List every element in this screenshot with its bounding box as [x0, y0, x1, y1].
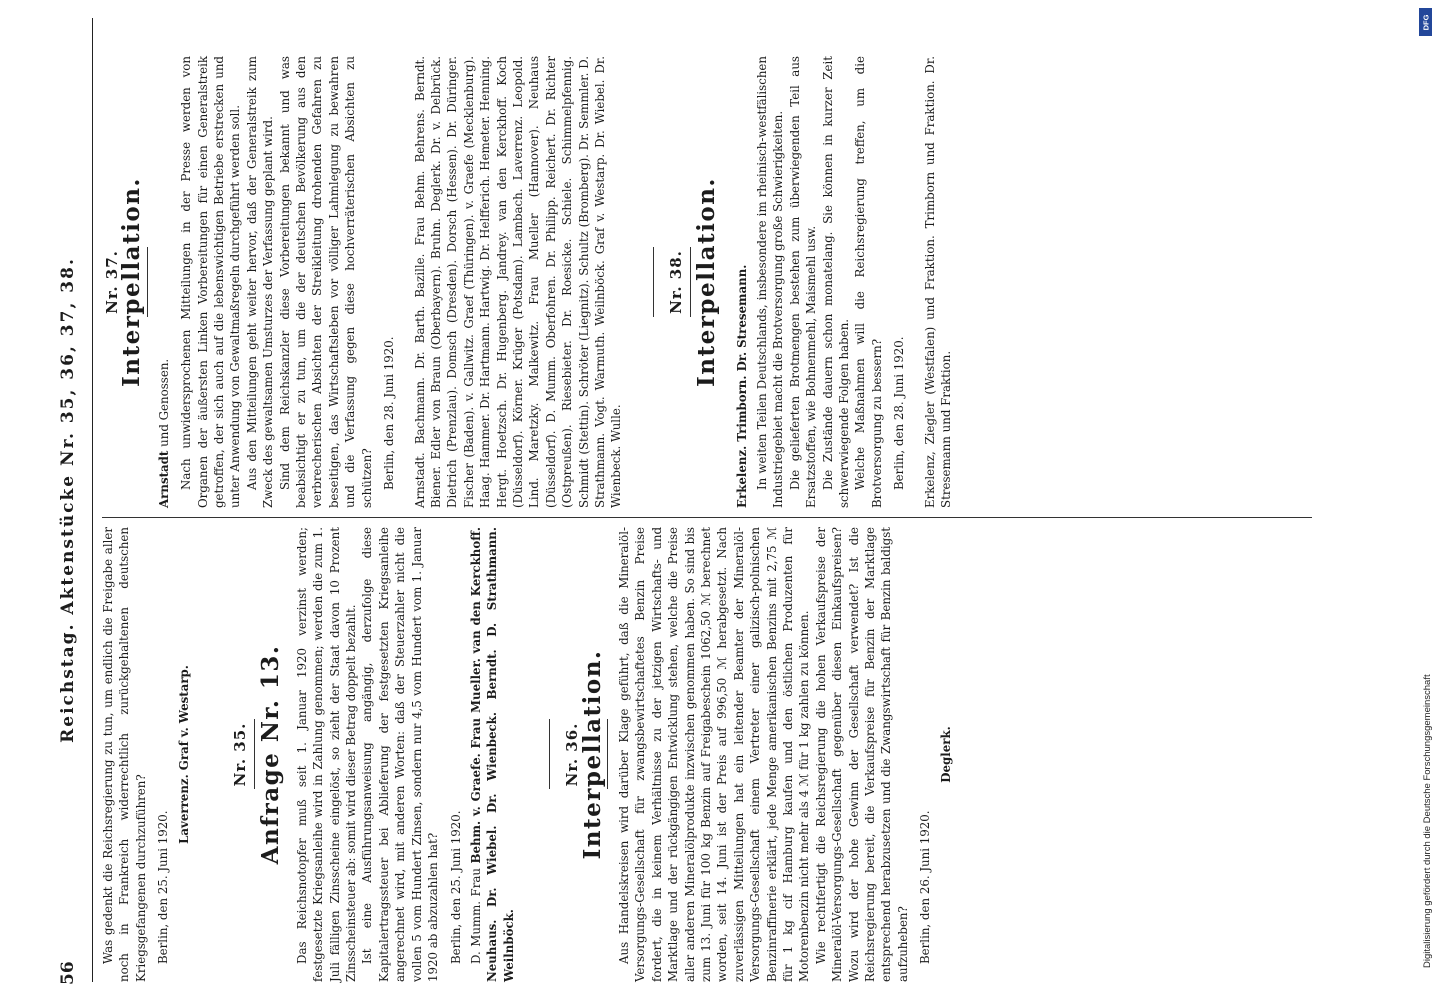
- nr37-number: Nr. 37.: [103, 250, 121, 314]
- nr37-paragraph-3: Sind dem Reichskanzler diese Vorbereitungen bekannt und was beabsichtigt er zu tun, um die der deutschen Bevölkerung aus den verbrecherischen Absichten der Streikleitung drohenden Gefahren zu beseitigen, das Wirtschaftsleben vor völliger Lahmlegung zu bewahren und die Verfassung gegen diese hochverräterischen Absichten zu schützen?: [277, 56, 374, 508]
- column-separator: [102, 517, 1312, 518]
- page-header: [58, 15, 88, 985]
- nr38-number: Nr. 38.: [666, 250, 685, 314]
- nr38-paragraph-3: Die Zustände dauern schon monatelang. Sie können in kurzer Zeit schwerwiegende Folgen haben.: [820, 56, 852, 508]
- nr37-author-rest: und Genossen.: [156, 358, 171, 447]
- page-number: 56: [58, 961, 78, 985]
- nr38-signers: Erkelenz, Ziegler (Westfalen) und Fraktion. Trimborn und Fraktion. Dr. Stresemann und Fraktion.: [922, 56, 954, 508]
- nr38-date: Berlin, den 28. Juni 1920.: [892, 336, 907, 490]
- nr38-paragraph-2: Die gelieferten Brotmengen bestehen zum überwiegenden Teil aus Ersatzstoffen, wie Bohnenmehl, Maismehl usw.: [787, 56, 819, 508]
- nr35-signers-bold: Behm. v. Graefe. Frau Mueller. van den Kerckhoff. Neuhaus. Dr. Wiebel. Dr. Wienbeck. Berndt. D. Strathmann. Weilnböck.: [468, 526, 516, 982]
- nr37-author: [156, 56, 172, 508]
- nr35-rule: [254, 720, 255, 790]
- nr38-title: Interpellation.: [693, 177, 721, 387]
- intro-signature: Laverrenz. Graf v. Westarp.: [176, 665, 191, 844]
- nr35-paragraph-1: Das Reichsnotopfer muß seit 1. Januar 1920 verzinst werden; festgesetzte Kriegsanleihe wird in Zahlung genommen; werden die zum 1. Juli fälligen Zinsscheine eingelöst, so zieht der Staat davon 10 Prozent Zinsscheinsteuer ab: somit wird dieser Betrag doppelt bezahlt.: [294, 527, 359, 982]
- nr37-title: Interpellation.: [118, 177, 146, 387]
- nr37-author-name: Arnstadt: [156, 450, 171, 508]
- nr36-rule: [607, 720, 608, 790]
- intro-date: Berlin, den 25. Juni 1920.: [156, 810, 171, 964]
- nr38-rule: [690, 247, 691, 317]
- nr38-paragraph-4: Welche Maßnahmen will die Reichsregierung treffen, um die Brotversorgung zu bessern?: [853, 56, 884, 508]
- running-title: Reichstag. Aktenstücke Nr. 35, 36, 37, 38.: [58, 257, 78, 743]
- nr37-date: Berlin, den 28. Juni 1920.: [382, 336, 397, 490]
- nr36-paragraph-1: Aus Handelskreisen wird darüber Klage geführt, daß die Mineralöl-Versorgungs-Gesellschaft für zwangsbewirtschaftetes Benzin Preise fordert, die in keinem Verhältnisse zu der jetzigen Wirtschafts- und Marktlage und der rückgängigen Entwicklung stehen, welche die Preise aller anderen Mineralölprodukte inzwischen genommen haben. So sind bis zum 13. Juni für 100 kg Benzin auf Freigabeschein 1062,50 ℳ berechnet worden, seit 14. Juni ist der Preis auf 996,50 ℳ herabgesetzt. Nach zuverlässigen Mitteilungen hat ein leitender Beamter der Mineralöl-Versorgungs-Gesellschaft einem Vertreter einer galizisch-polnischen Benzinraffinerie erklärt, jede Menge amerikanischen Benzins mit 2,75 ℳ für 1 kg cif Hamburg kaufen und den östlichen Produzenten für Motorenbenzin nicht mehr als 4 ℳ für 1 kg zahlen zu können.: [616, 527, 812, 982]
- nr35-date: Berlin, den 25. Juni 1920.: [448, 810, 463, 964]
- nr35-signers: [468, 527, 517, 982]
- nr37-paragraph-1: Nach unwidersprochenen Mitteilungen in der Presse werden von Organen der äußersten Linken Vorbereitungen für einen Generalstreik getroffen, der sich auch auf die lebenswichtigen Betriebe erstrecken und unter Anwendung von Gewaltmaßregeln durchgeführt werden soll.: [179, 56, 243, 508]
- nr37-signers: Arnstadt. Bachmann. Dr. Barth. Bazille. Frau Behm. Behrens. Berndt. Biener. Edler von Braun (Oberbayern). Bruhn. Deglerk. Dr. v. Delbrück. Dietrich (Prenzlau). Domsch (Dresden). Dorsch (Hessen). Dr. Düringer. Fischer (Baden). v. Gallwitz. Graef (Thüringen). v. Graefe (Mecklenburg). Haag. Hammer. Dr. Hartmann. Hartwig. Dr. Helfferich. Hemeter. Henning. Hergt. Hoetzsch. Dr. Hugenberg. Jandrey. van den Kerckhoff. Koch (Düsseldorf). Körner. Krüger (Potsdam). Lambach. Laverrenz. Leopold. Lind. Maretzky. Malkewitz. Frau Mueller (Hannover). Neuhaus (Düsseldorf). D. Mumm. Oberfohren. Dr. Philipp. Reichert. Dr. Richter (Ostpreußen). Riesebieter. Dr. Roesicke. Schiele. Schimmelpfennig. Schmidt (Stettin). Schröter (Liegnitz). Schultz (Bromberg). Dr. Semmler. D. Strathmann. Vogt. Warmuth. Weilnböck. Graf v. Westarp. Dr. Wiebel. Dr. Wienbeck. Wulle.: [412, 56, 624, 508]
- nr36-number: Nr. 36.: [563, 722, 582, 787]
- nr36-title: Interpellation.: [578, 649, 606, 860]
- header-rule: [92, 18, 93, 982]
- nr37-rule: [147, 247, 148, 317]
- nr36-signature: Deglerk.: [938, 726, 953, 783]
- nr37-paragraph-2: Aus den Mitteilungen geht weiter hervor, daß der Generalstreik zum Zweck des gewaltsamen Umsturzes der Verfassung geplant wird.: [244, 56, 276, 508]
- nr38-paragraph-1: In weiten Teilen Deutschlands, insbesondere im rheinisch-westfälischen Industriegebiet macht die Brotversorgung große Schwierigkeiten.: [755, 56, 786, 508]
- intro-text: Was gedenkt die Reichsregierung zu tun, um endlich die Freigabe aller noch in Frankreich widerrechtlich zurückgehaltenen deutschen Kriegsgefangenen durchzuführen?: [101, 527, 148, 982]
- nr35-paragraph-2: Ist eine Ausführungsanweisung angängig, derzufolge diese Kapitalertragssteuer bei Ablieferung der festgesetzten Kriegsanleihe angerechnet wird, mit anderen Worten: daß der Steuerzahler nicht die vollen 5 vom Hundert Zinsen, sondern nur 4,5 vom Hundert vom 1. Januar 1920 ab abzuzahlen hat?: [360, 527, 441, 982]
- nr35-number: Nr. 35.: [231, 722, 250, 787]
- right-column: [100, 56, 954, 508]
- nr35-title: Anfrage Nr. 13.: [257, 644, 285, 865]
- digitization-credit: Digitalisierung gefördert durch die Deutsche Forschungsgemeinschaft: [1422, 674, 1433, 968]
- nr36-top-rule: [549, 720, 550, 790]
- nr38-authors: Erkelenz. Trimborn. Dr. Stresemann.: [734, 264, 749, 508]
- left-column: [100, 527, 958, 982]
- nr38-top-rule: [653, 247, 654, 317]
- nr36-paragraph-2: Wie rechtfertigt die Reichsregierung die hohen Verkaufspreise der Mineralöl-Versorgungs-Gesellschaft gegenüber diesen Einkaufspreisen? Wozu wird der hohe Gewinn der Gesellschaft verwendet? Ist die Reichsregierung bereit, die Verkaufspreise für Benzin der Marktlage entsprechend herabzusetzen und die Zwangswirtschaft für Benzin baldigst aufzuheben?: [813, 527, 910, 982]
- dfg-logo: DFG: [1419, 8, 1432, 36]
- nr35-signers-plain: D. Mumm. Frau: [468, 868, 483, 964]
- nr36-date: Berlin, den 26. Juni 1920.: [918, 810, 933, 964]
